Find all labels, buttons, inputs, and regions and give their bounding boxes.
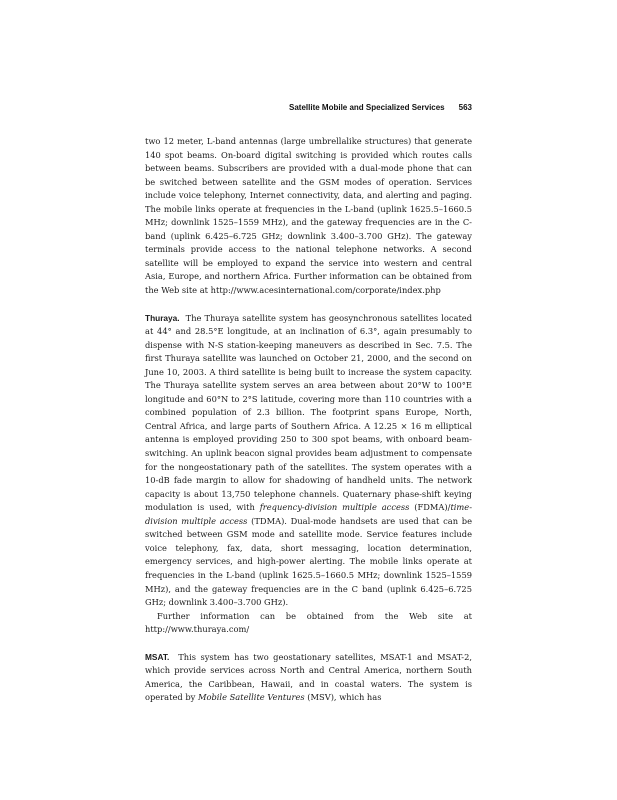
- term-tdma: time-division multiple access: [145, 502, 473, 526]
- running-header-title: Satellite Mobile and Specialized Services: [289, 103, 445, 112]
- page-number: 563: [458, 103, 472, 112]
- thuraya-text-a: The Thuraya satellite system has geosynchronous satellites located at 44° and 28.5°E longitude, at an inclination of 6.3°, again presumably to dispense with N-S station-keeping maneuvers as described in Sec. 7.5. The first Thuraya satellite was launched on October 21, 2000, and the second on June 10, 2003. A third satellite is being built to increase the system capacity. The Thuraya satellite system serves an area between about 20°W to 100°E longitude and 60°N to 2°S latitude, covering more than 110 countries with a combined population of 2.3 billion. The footprint spans Europe, North, Central Africa, and large parts of Southern Africa. A 12.25 × 16 m elliptical antenna is employed providing 250 to 300 spot beams, with onboard beam-switching. An uplink beacon signal provides beam adjustment to compensate for the nongeostationary path of the satellites. The system operates with a 10-dB fade margin to allow for shadowing of handheld units. The network capacity is about 13,750 telephone channels. Quaternary phase-shift keying modulation is used, with: [145, 312, 473, 513]
- term-fdma: frequency-division multiple access: [259, 502, 410, 513]
- term-msv: Mobile Satellite Ventures: [197, 692, 305, 703]
- section-heading-thuraya: Thuraya.: [145, 312, 180, 323]
- thuraya-text-c: (TDMA). Dual-mode handsets are used that can be switched between GSM mode and satellite mode. Service features include voice telephony, fax, data, short messaging, location determination, emergency services, and high-power alerting. The mobile links operate at frequencies in the L-band (uplink 1625.5–1660.5 MHz; downlink 1525–1559 MHz), and the gateway frequencies are in the C band (uplink 6.425–6.725 GHz; downlink 3.400–3.700 GHz).: [145, 515, 472, 608]
- paragraph-thuraya-more-info: Further information can be obtained from the Web site at http://www.thuraya.com/: [145, 610, 472, 635]
- page-body: [145, 135, 472, 705]
- thuraya-text-b: (FDMA)/: [414, 502, 451, 513]
- paragraph-msat: [145, 651, 472, 705]
- running-header: [145, 103, 472, 112]
- section-heading-msat: MSAT.: [145, 651, 170, 662]
- msat-text-a: This system has two geostationary satellites, MSAT-1 and MSAT-2, which provide services across North and Central America, northern South America, the Caribbean, Hawaii, and in coastal waters. The system is operated by: [145, 651, 472, 703]
- paragraph-thuraya: [145, 312, 472, 610]
- paragraph-aces-continued: two 12 meter, L-band antennas (large umbrellalike structures) that generate 140 spot beams. On-board digital switching is provided which routes calls between beams. Subscribers are provided with a dual-mode phone that can be switched between satellite and the GSM modes of operation. Services include voice telephony, Internet connectivity, data, and alerting and paging. The mobile links operate at frequencies in the L-band (uplink 1625.5–1660.5 MHz; downlink 1525–1559 MHz), and the gateway frequencies are in the C-band (uplink 6.425–6.725 GHz; downlink 3.400–3.700 GHz). The gateway terminals provide access to the national telephone networks. A second satellite will be employed to expand the service into western and central Asia, Europe, and northern Africa. Further information can be obtained from the Web site at http://www.acesinternational.com/corporate/index.php: [145, 136, 472, 296]
- msat-text-b: (MSV), which has: [307, 692, 382, 703]
